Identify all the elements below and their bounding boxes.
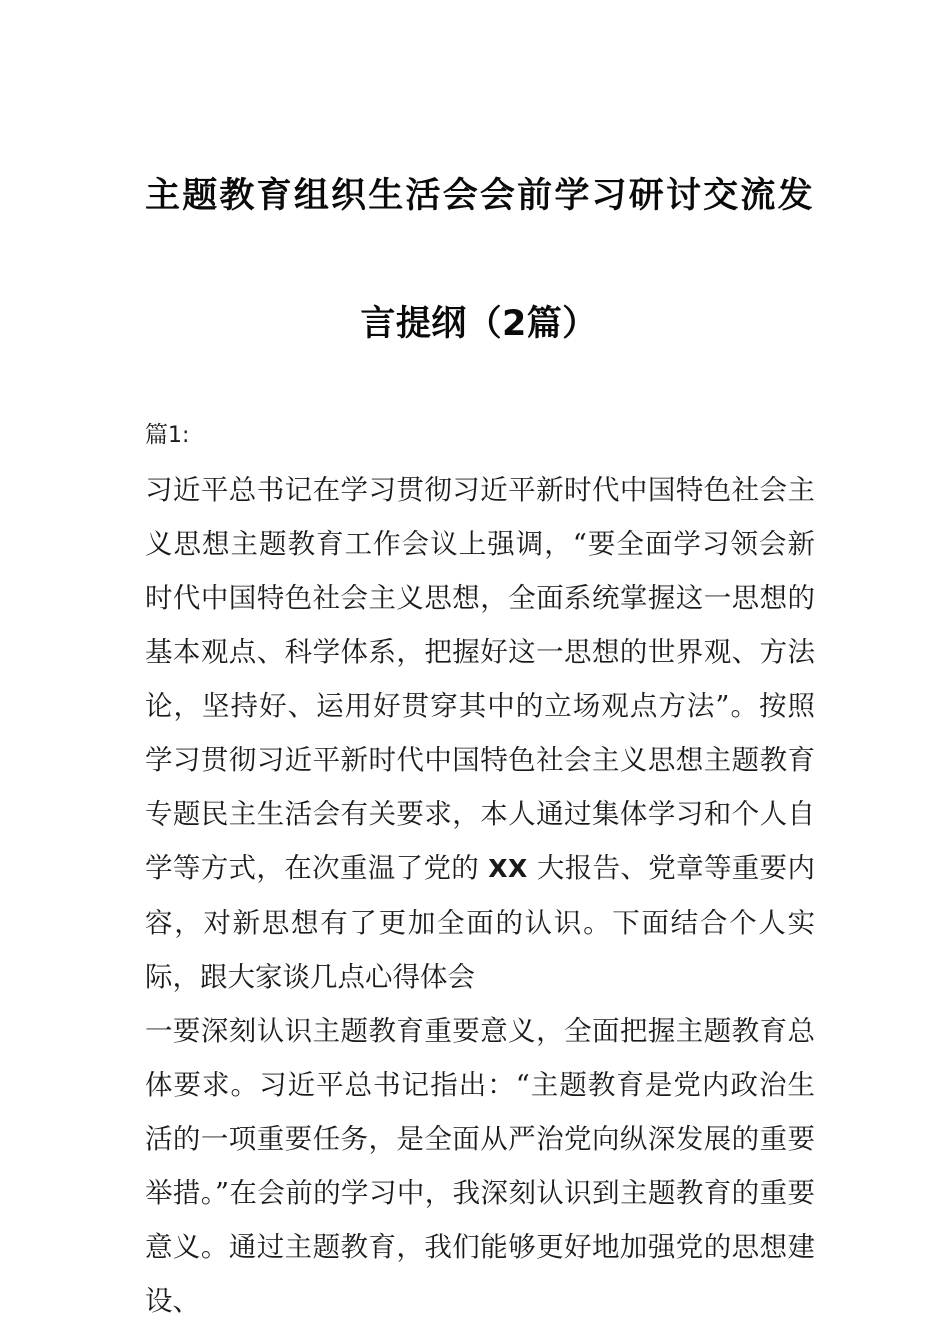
paragraph-2: [145, 1004, 815, 1328]
paragraph-1-bold-placeholder: XX: [488, 854, 528, 883]
section-label-pian-1: [145, 408, 815, 463]
document-title-line-2: 言提纲（2篇）: [360, 304, 598, 344]
paragraph-1-text-after-bold: 大报告、党章等重要内容，对新思想有了更加全面的认识。下面结合个人实际，跟大家谈几点心得体会: [145, 852, 815, 993]
document-title: [145, 132, 813, 388]
paragraph-1: [145, 463, 815, 1004]
document-body: [145, 408, 815, 1328]
section-label-word: 篇: [145, 422, 168, 448]
document-title-line-1: 主题教育组织生活会会前学习研讨交流发: [145, 176, 813, 216]
paragraph-2-text: 一要深刻认识主题教育重要意义，全面把握主题教育总体要求。习近平总书记指出：“主题教育是党内政治生活的一项重要任务，是全面从严治党向纵深发展的重要举措。”在会前的学习中，我深刻认识到主题教育的重要意义。通过主题教育，我们能够更好地加强党的思想建设、: [145, 1015, 815, 1317]
paragraph-1-text-before-bold: 习近平总书记在学习贯彻习近平新时代中国特色社会主义思想主题教育工作会议上强调，“要全面学习领会新时代中国特色社会主义思想，全面系统掌握这一思想的基本观点、科学体系，把握好这一思想的世界观、方法论，坚持好、运用好贯穿其中的立场观点方法”。按照学习贯彻习近平新时代中国特色社会主义思想主题教育专题民主生活会有关要求，本人通过集体学习和个人自学等方式，在次重温了党的: [145, 474, 815, 884]
section-label-number: 1:: [168, 423, 190, 448]
